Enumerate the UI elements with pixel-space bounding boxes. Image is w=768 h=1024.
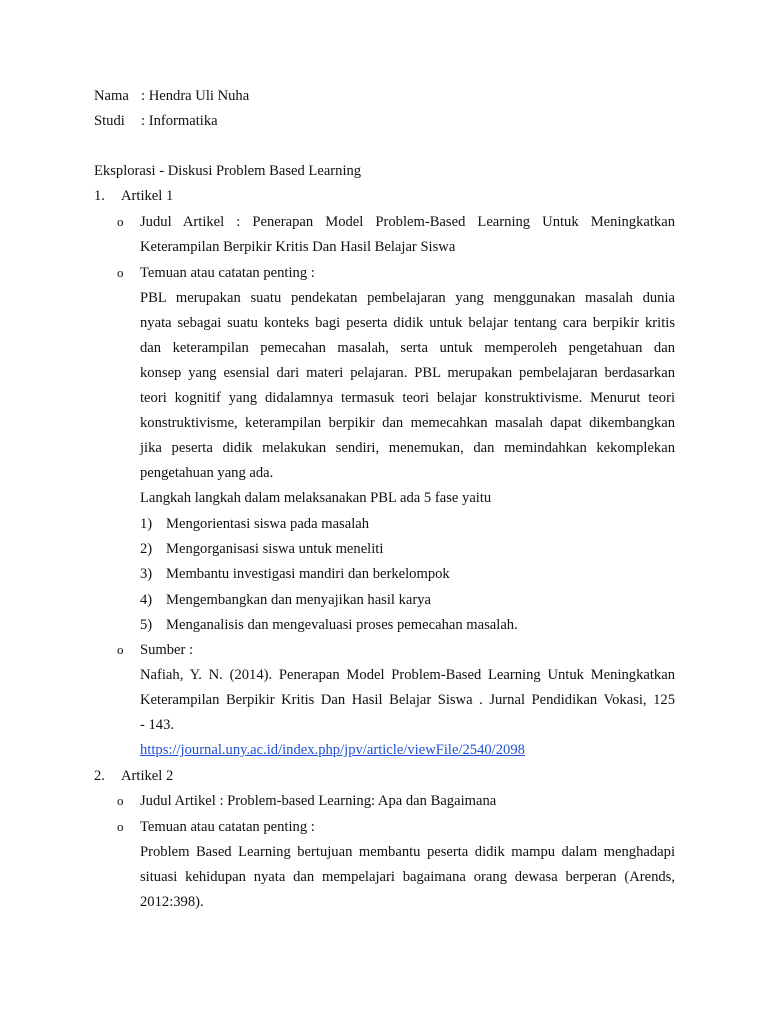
article-1-number: 1. (94, 188, 105, 204)
article-1-title-line-1: Judul Artikel : Penerapan Model Problem-Based Learning Untuk Meningkatkan (140, 214, 675, 230)
step-number: 5) (140, 617, 153, 633)
article-1-source-line: Keterampilan Berpikir Kritis Dan Hasil Belajar Siswa . Jurnal Pendidikan Vokasi, 125 (140, 692, 675, 708)
article-2-number: 2. (94, 768, 105, 784)
document-title: Eksplorasi - Diskusi Problem Based Learning (94, 163, 362, 179)
article-1-title-line-2: Keterampilan Berpikir Kritis Dan Hasil Belajar Siswa (140, 239, 456, 255)
step-number: 1) (140, 516, 153, 532)
article-1-steps-intro: Langkah langkah dalam melaksanakan PBL ada 5 fase yaitu (140, 490, 492, 506)
step-text: Mengembangkan dan menyajikan hasil karya (166, 592, 432, 608)
article-2-findings-line: 2012:398). (140, 894, 204, 910)
article-1-findings-line: konsep yang esensial dari materi pelajaran. PBL merupakan pembelajaran berdasarkan (140, 365, 675, 381)
article-1-source-line: - 143. (140, 717, 175, 733)
article-1-findings-line: pengetahuan yang ada. (140, 465, 274, 481)
article-1-findings-line: konstruktivisme, keterampilan berpikir dan memecahkan masalah dapat dikembangkan (140, 415, 675, 431)
bullet-icon: o (117, 819, 124, 834)
article-1-findings-line: PBL merupakan suatu pendekatan pembelajaran yang menggunakan masalah dunia (140, 290, 675, 306)
article-1-findings-line: nyata sebagai suatu konteks bagi peserta didik untuk belajar tentang cara berpikir kritis (140, 315, 675, 331)
article-2-findings-heading: Temuan atau catatan penting : (140, 819, 315, 835)
article-1-source-line: Nafiah, Y. N. (2014). Penerapan Model Problem-Based Learning Untuk Meningkatkan (140, 667, 675, 683)
article-2-findings-line: Problem Based Learning bertujuan membantu peserta didik mampu dalam menghadapi (140, 844, 675, 860)
bullet-icon: o (117, 642, 124, 657)
name-value: : Hendra Uli Nuha (141, 88, 250, 104)
step-text: Membantu investigasi mandiri dan berkelompok (166, 566, 450, 582)
bullet-icon: o (117, 265, 124, 280)
article-1-label: Artikel 1 (121, 188, 174, 204)
article-1-findings-line: dan keterampilan pemecahan masalah, serta untuk memperoleh pengetahuan dan (140, 340, 675, 356)
study-value: : Informatika (141, 113, 218, 129)
step-number: 2) (140, 541, 153, 557)
article-1-findings-line: teori kognitif yang didalamnya termasuk teori belajar konstruktivisme. Menurut teori (140, 390, 675, 406)
article-1-findings-line: jika peserta didik melakukan sendiri, menemukan, dan memindahkan kekomplekan (140, 440, 675, 456)
article-2-label: Artikel 2 (121, 768, 174, 784)
bullet-icon: o (117, 793, 124, 808)
study-label: Studi (94, 113, 125, 129)
article-1-findings-heading: Temuan atau catatan penting : (140, 265, 315, 281)
step-text: Menganalisis dan mengevaluasi proses pemecahan masalah. (166, 617, 518, 633)
name-label: Nama (94, 88, 129, 104)
step-text: Mengorganisasi siswa untuk meneliti (166, 541, 384, 557)
step-text: Mengorientasi siswa pada masalah (166, 516, 370, 532)
article-1-source-link[interactable]: https://journal.uny.ac.id/index.php/jpv/article/viewFile/2540/2098 (140, 742, 525, 758)
step-number: 3) (140, 566, 153, 582)
bullet-icon: o (117, 214, 124, 229)
article-1-source-heading: Sumber : (140, 642, 194, 658)
step-number: 4) (140, 592, 153, 608)
article-2-title-line-1: Judul Artikel : Problem-based Learning: Apa dan Bagaimana (140, 793, 497, 809)
article-2-findings-line: situasi kehidupan nyata dan mempelajari bagaimana orang dewasa berperan (Arends, (140, 869, 675, 885)
